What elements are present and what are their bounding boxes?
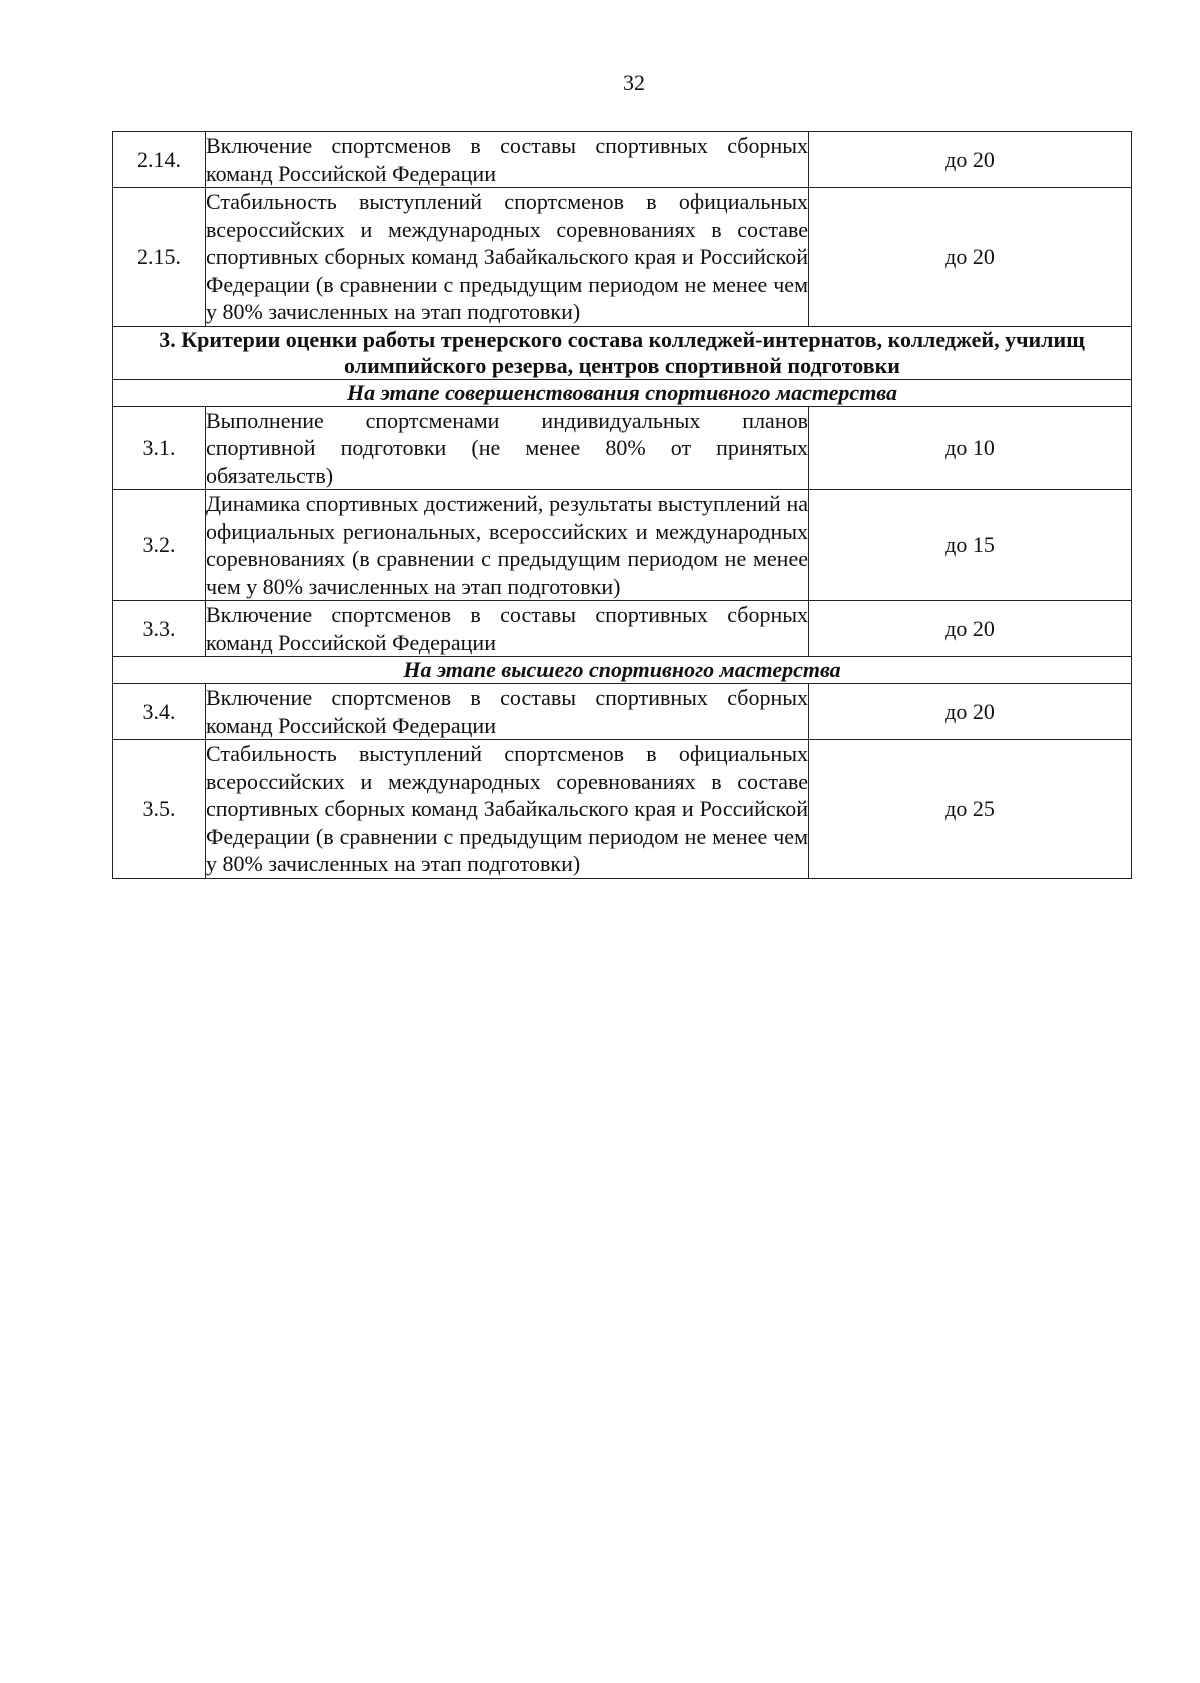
criterion-points: до 20 bbox=[809, 188, 1132, 327]
section-3-heading: 3. Критерии оценки работы тренерского состава колледжей-интернатов, колледжей, училищ олимпийского резерва, центров спортивной подготовки bbox=[113, 326, 1132, 379]
criterion-text: Стабильность выступлений спортсменов в официальных всероссийских и международных соревнованиях в составе спортивных сборных команд Забайкальского края и Российской Федерации (в сравнении с предыдущим периодом не менее чем у 80% зачисленных на этап подготовки) bbox=[206, 189, 808, 324]
row-number: 3.5. bbox=[113, 740, 206, 879]
row-number: 3.4. bbox=[113, 684, 206, 740]
table-row bbox=[113, 490, 1132, 601]
criterion-points: до 20 bbox=[809, 132, 1132, 188]
table-row bbox=[113, 406, 1132, 490]
criterion-text: Динамика спортивных достижений, результаты выступлений на официальных региональных, всероссийских и международных соревнованиях (в сравнении с предыдущим периодом не менее чем у 80% зачисленных на этап подготовки) bbox=[206, 491, 808, 599]
criterion-points: до 10 bbox=[809, 406, 1132, 490]
criterion-points: до 20 bbox=[809, 601, 1132, 657]
table-row bbox=[113, 601, 1132, 657]
criterion-points: до 15 bbox=[809, 490, 1132, 601]
stage-highest-heading: На этапе высшего спортивного мастерства bbox=[113, 657, 1132, 684]
table-row bbox=[113, 740, 1132, 879]
stage-heading-row bbox=[113, 379, 1132, 406]
row-number: 3.1. bbox=[113, 406, 206, 490]
stage-improvement-heading: На этапе совершенствования спортивного мастерства bbox=[113, 379, 1132, 406]
criterion-points: до 20 bbox=[809, 684, 1132, 740]
section-heading-row bbox=[113, 326, 1132, 379]
table-row bbox=[113, 188, 1132, 327]
table-row bbox=[113, 684, 1132, 740]
criterion-points: до 25 bbox=[809, 740, 1132, 879]
table-row bbox=[113, 132, 1132, 188]
criterion-text: Выполнение спортсменами индивидуальных планов спортивной подготовки (не менее 80% от принятых обязательств) bbox=[206, 407, 808, 488]
row-number: 2.15. bbox=[113, 188, 206, 327]
page-number: 32 bbox=[623, 70, 645, 95]
criterion-text: Включение спортсменов в составы спортивных сборных команд Российской Федерации bbox=[206, 602, 808, 655]
criterion-text: Включение спортсменов в составы спортивных сборных команд Российской Федерации bbox=[206, 685, 808, 738]
criteria-table bbox=[112, 131, 1132, 879]
stage-heading-row bbox=[113, 657, 1132, 684]
row-number: 3.2. bbox=[113, 490, 206, 601]
row-number: 3.3. bbox=[113, 601, 206, 657]
criterion-text: Включение спортсменов в составы спортивных сборных команд Российской Федерации bbox=[206, 133, 808, 186]
criterion-text: Стабильность выступлений спортсменов в официальных всероссийских и международных соревнованиях в составе спортивных сборных команд Забайкальского края и Российской Федерации (в сравнении с предыдущим периодом не менее чем у 80% зачисленных на этап подготовки) bbox=[206, 741, 808, 876]
row-number: 2.14. bbox=[113, 132, 206, 188]
